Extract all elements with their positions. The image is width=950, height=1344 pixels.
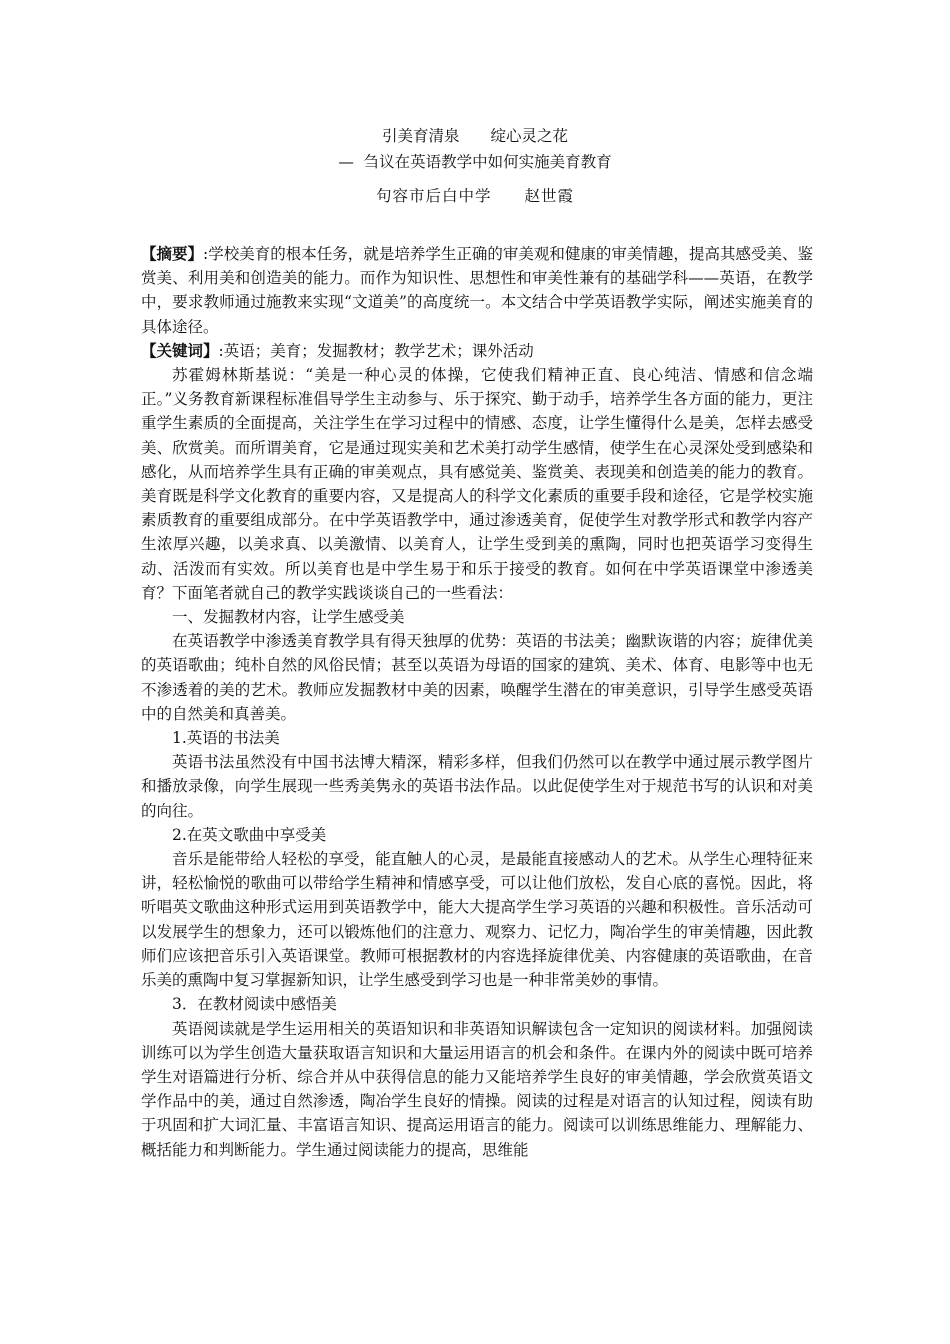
subsection-heading: 2.在英文歌曲中享受美 bbox=[172, 825, 327, 844]
subsection-heading: 1.英语的书法美 bbox=[172, 729, 280, 748]
intro-paragraph: 苏霍姆林斯基说：“美是一种心灵的体操，它使我们精神正直、良心纯洁、情感和信念端正。”义务教育新课程标准倡导学生主动参与、乐于探究、勤于动手，培养学生各方面的能力，更注重学生素质的全面提高，关注学生在学习过程中的情感、态度，让学生懂得什么是美，怎样去感受美、欣赏美。而所谓美育，它是通过现实美和艺术美打动学生感情，使学生在心灵深处受到感染和感化，从而培养学生具有正确的审美观点，具有感觉美、鉴赏美、表现美和创造美的能力的教育。美育既是科学文化教育的重要内容，又是提高人的科学文化素质的重要手段和途径，它是学校实施素质教育的重要组成部分。在中学英语教学中，通过渗透美育，促使学生对教学形式和教学内容产生浓厚兴趣，以美求真、以美激情、以美育人，让学生受到美的熏陶，同时也把英语学习变得生动、活泼而有实效。所以美育也是中学生易于和乐于接受的教育。如何在中学英语课堂中渗透美育？下面笔者就自己的教学实践谈谈自己的一些看法： bbox=[141, 366, 813, 602]
abstract-label: 【摘要】 bbox=[141, 244, 204, 263]
section-heading: 一、发掘教材内容，让学生感受美 bbox=[172, 608, 405, 627]
subsection-heading: 3．在教材阅读中感悟美 bbox=[172, 995, 337, 1014]
abstract-text: :学校美育的根本任务，就是培养学生正确的审美观和健康的审美情趣，提高其感受美、鉴赏美、利用美和创造美的能力。而作为知识性、思想性和审美性兼有的基础学科——英语，在教学中，要求教师通过施教来实现“文道美”的高度统一。本文结合中学英语教学实际，阐述实施美育的具体途径。 bbox=[141, 245, 813, 336]
keywords-label: 【关键词】 bbox=[141, 340, 219, 360]
abstract-paragraph bbox=[141, 242, 813, 339]
keywords-paragraph bbox=[141, 339, 813, 363]
author-line: 句容市后白中学 赵世霞 bbox=[375, 187, 574, 205]
subsection-paragraph: 英语阅读就是学生运用相关的英语知识和非英语知识解读包含一定知识的阅读材料。加强阅读训练可以为学生创造大量获取语言知识和大量运用语言的机会和条件。在课内外的阅读中既可培养学生对语篇进行分析、综合并从中获得信息的能力又能培养学生良好的审美情趣，学会欣赏英语文学作品中的美，通过自然渗透，陶冶学生良好的情操。阅读的过程是对语言的认知过程，阅读有助于巩固和扩大词汇量、丰富语言知识、提高运用语言的能力。阅读可以训练思维能力、理解能力、概括能力和判断能力。学生通过阅读能力的提高，思维能 bbox=[141, 1019, 813, 1159]
document-body bbox=[141, 242, 813, 1162]
document-title: 引美育清泉 绽心灵之花 bbox=[381, 127, 568, 145]
subsection-paragraph: 音乐是能带给人轻松的享受，能直触人的心灵，是最能直接感动人的艺术。从学生心理特征来讲，轻松愉悦的歌曲可以带给学生精神和情感享受，可以让他们放松，发自心底的喜悦。因此，将听唱英文歌曲这种形式运用到英语教学中，能大大提高学生学习英语的兴趣和积极性。音乐活动可以发展学生的想象力，还可以锻炼他们的注意力、观察力、记忆力，陶冶学生的审美情趣，因此教师们应该把音乐引入英语课堂。教师可根据教材的内容选择旋律优美、内容健康的英语歌曲，在音乐美的熏陶中复习掌握新知识，让学生感受到学习也是一种非常美妙的事情。 bbox=[141, 850, 813, 990]
keywords-text: :英语；美育；发掘教材；教学艺术；课外活动 bbox=[218, 341, 534, 360]
section-paragraph: 在英语教学中渗透美育教学具有得天独厚的优势：英语的书法美；幽默诙谐的内容；旋律优美的英语歌曲；纯朴自然的风俗民情；甚至以英语为母语的国家的建筑、美术、体育、电影等中也无不渗透着的美的艺术。教师应发掘教材中美的因素，唤醒学生潜在的审美意识，引导学生感受英语中的自然美和真善美。 bbox=[141, 632, 813, 723]
subsection-paragraph: 英语书法虽然没有中国书法博大精深，精彩多样，但我们仍然可以在教学中通过展示教学图片和播放录像，向学生展现一些秀美隽永的英语书法作品。以此促使学生对于规范书写的认识和对美的向往。 bbox=[141, 753, 813, 820]
document-subtitle: — 刍议在英语教学中如何实施美育教育 bbox=[338, 153, 612, 171]
